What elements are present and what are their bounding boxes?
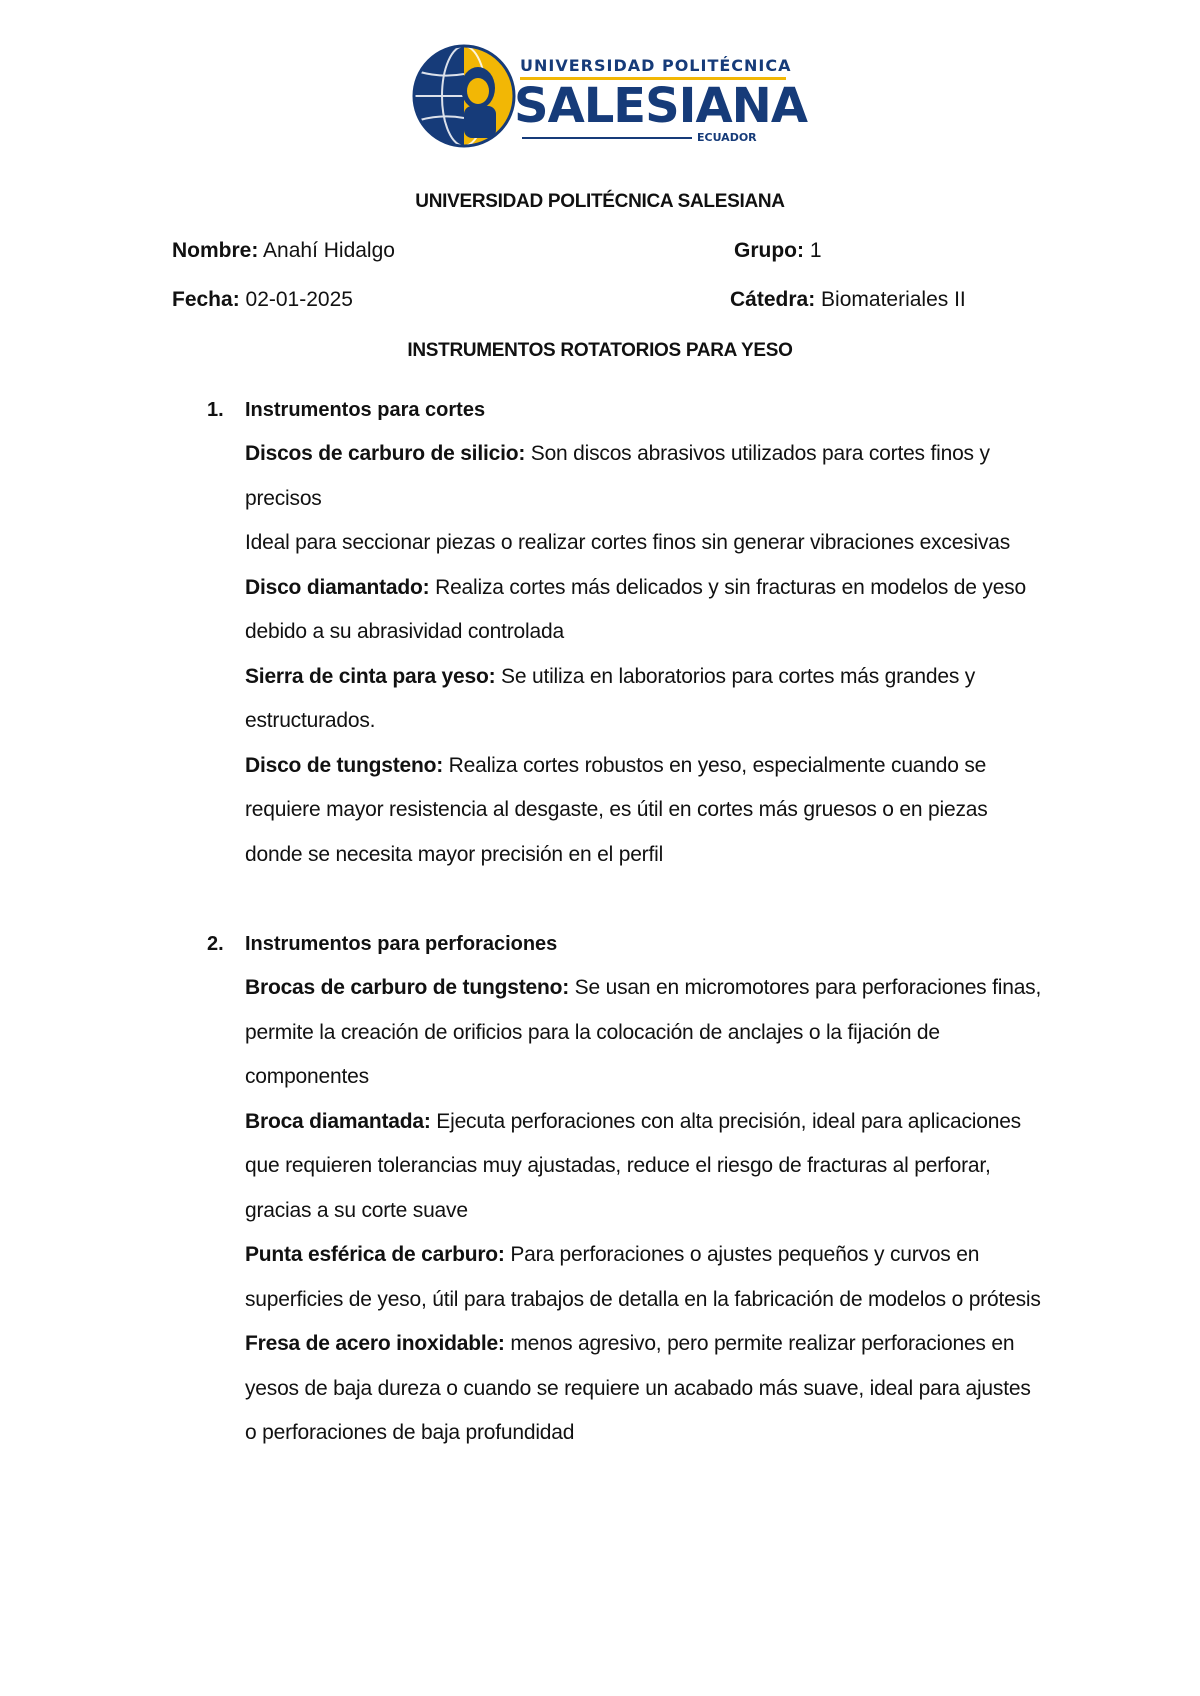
catedra-label: Cátedra: bbox=[730, 288, 816, 311]
logo-university-text: UNIVERSIDAD POLITÉCNICA bbox=[520, 56, 792, 75]
item-text: Ideal para seccionar piezas o realizar cortes finos sin generar vibraciones excesivas bbox=[245, 531, 1011, 554]
item-term: Disco de tungsteno: bbox=[245, 753, 444, 777]
university-heading: UNIVERSIDAD POLITÉCNICA SALESIANA bbox=[415, 191, 785, 212]
item-text: Se utiliza en laboratorios para cortes más grandes y estructurados. bbox=[245, 664, 976, 732]
list-item bbox=[245, 521, 1045, 566]
catedra-field bbox=[730, 288, 966, 312]
item-term: Sierra de cinta para yeso: bbox=[245, 664, 496, 688]
item-term: Discos de carburo de silicio: bbox=[245, 442, 526, 465]
list-item bbox=[245, 655, 1045, 744]
document-title: INSTRUMENTOS ROTATORIOS PARA YESO bbox=[407, 340, 793, 361]
item-text: Son discos abrasivos utilizados para cortes finos y precisos bbox=[245, 442, 990, 510]
item-text: Para perforaciones o ajustes pequeños y curvos en superficies de yeso, útil para trabajos de detalla en la fabricación de modelos o prótesis bbox=[245, 1243, 1041, 1311]
catedra-value: Biomateriales II bbox=[821, 288, 966, 311]
section-1-number: 1. bbox=[207, 399, 224, 421]
section-2-body bbox=[245, 966, 1045, 1456]
list-item bbox=[245, 1100, 1045, 1234]
globe-emblem-icon bbox=[412, 44, 516, 148]
item-text: menos agresivo, pero permite realizar perforaciones en yesos de baja dureza o cuando se requiere un acabado más suave, ideal para ajustes o perforaciones de baja profundidad bbox=[245, 1332, 1031, 1444]
list-item bbox=[245, 1233, 1045, 1322]
fecha-label: Fecha: bbox=[172, 288, 240, 311]
item-term: Broca diamantada: bbox=[245, 1109, 431, 1133]
nombre-label: Nombre: bbox=[172, 239, 259, 262]
logo-salesiana-text: SALESIANA bbox=[514, 78, 807, 134]
grupo-label: Grupo: bbox=[734, 239, 804, 262]
item-text: Realiza cortes robustos en yeso, especialmente cuando se requiere mayor resistencia al desgaste, es útil en cortes más gruesos o en piezas donde se necesita mayor precisión en el perfil bbox=[245, 753, 988, 866]
section-2-title: Instrumentos para perforaciones bbox=[245, 933, 558, 955]
item-term: Brocas de carburo de tungsteno: bbox=[245, 976, 570, 999]
list-item bbox=[245, 966, 1045, 1100]
item-term: Disco diamantado: bbox=[245, 575, 430, 599]
item-text: Ejecuta perforaciones con alta precisión, ideal para aplicaciones que requieren tolerancias muy ajustadas, reduce el riesgo de fracturas al perforar, gracias a su corte suave bbox=[245, 1109, 1021, 1222]
grupo-field bbox=[734, 239, 822, 263]
section-2-number: 2. bbox=[207, 933, 224, 955]
list-item bbox=[245, 566, 1045, 655]
item-text: Se usan en micromotores para perforaciones finas, permite la creación de orificios para la colocación de anclajes o la fijación de componentes bbox=[245, 976, 1042, 1088]
fecha-field bbox=[172, 288, 353, 312]
section-1-title: Instrumentos para cortes bbox=[245, 399, 486, 421]
item-term: Punta esférica de carburo: bbox=[245, 1243, 505, 1266]
grupo-value: 1 bbox=[809, 239, 822, 262]
list-item bbox=[245, 1322, 1045, 1456]
list-item bbox=[245, 432, 1045, 521]
section-1-body bbox=[245, 432, 1045, 877]
logo-ecuador-text: ECUADOR bbox=[697, 131, 757, 144]
university-logo bbox=[412, 40, 807, 152]
nombre-field bbox=[172, 239, 395, 263]
logo-navy-rule bbox=[522, 137, 692, 139]
item-term: Fresa de acero inoxidable: bbox=[245, 1332, 505, 1355]
list-item bbox=[245, 744, 1045, 878]
fecha-value: 02-01-2025 bbox=[245, 288, 353, 311]
nombre-value: Anahí Hidalgo bbox=[263, 239, 395, 262]
item-text: Realiza cortes más delicados y sin fracturas en modelos de yeso debido a su abrasividad controlada bbox=[245, 575, 1026, 643]
